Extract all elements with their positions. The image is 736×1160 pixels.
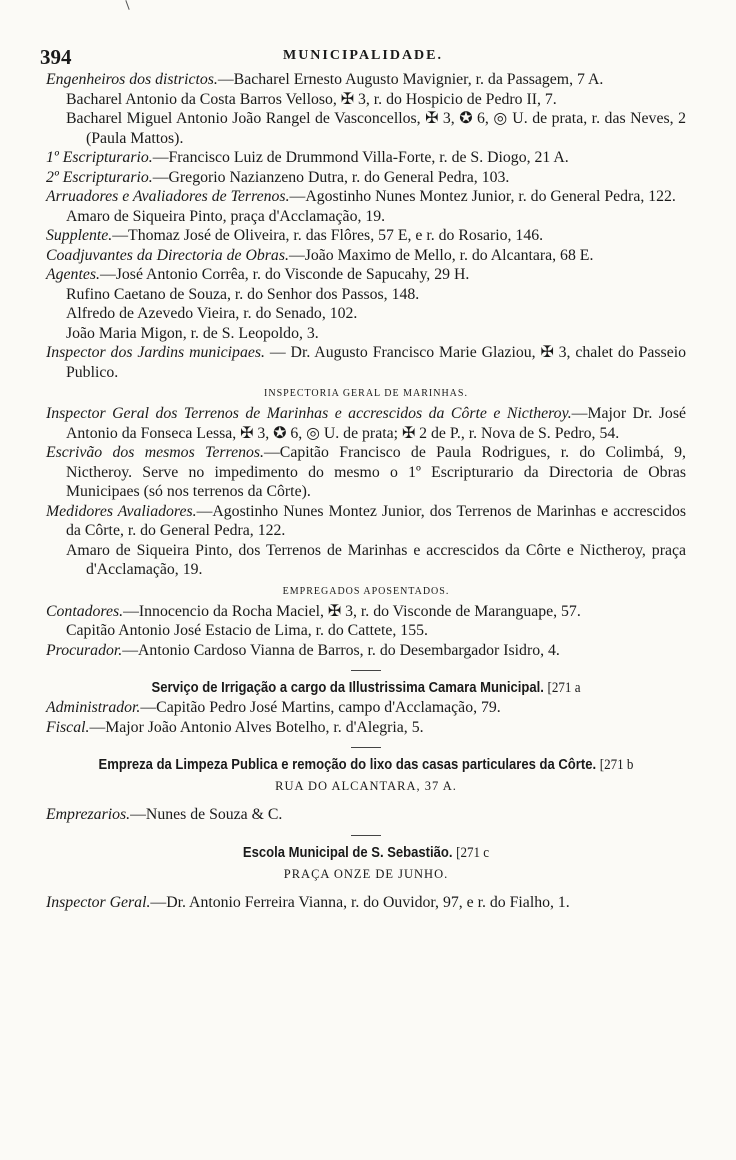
entry: 1º Escripturario.—Francisco Luiz de Drummond Villa-Forte, r. de S. Diogo, 21 A. [46, 149, 569, 166]
page-content [46, 70, 686, 912]
ref-mark: [271 a [547, 680, 581, 696]
entry: Engenheiros dos districtos.—Bacharel Ernesto Augusto Mavignier, r. da Passagem, 7 A. [46, 71, 604, 88]
stray-mark [125, 0, 129, 10]
entry: Coadjuvantes da Directoria de Obras.—João Maximo de Mello, r. do Alcantara, 68 E. [46, 246, 594, 264]
address-line: RUA DO ALCANTARA, 37 A. [275, 779, 457, 793]
entry: Procurador.—Antonio Cardoso Vianna de Barros, r. do Desembargador Isidro, 4. [46, 641, 560, 659]
address-line: PRAÇA ONZE DE JUNHO. [283, 866, 449, 881]
section-title: Serviço de Irrigação a cargo da Illustrissima Camara Municipal. [271 a [151, 680, 581, 696]
entry: Capitão Antonio José Estacio de Lima, r. do Cattete, 155. [66, 622, 428, 639]
entry: Bacharel Miguel Antonio João Rangel de Vasconcellos, ✠ 3, ✪ 6, ◎ U. de prata, r. das Neves, 2 (Paula Mattos). [66, 110, 686, 147]
entry: Bacharel Antonio da Costa Barros Velloso, ✠ 3, r. do Hospicio de Pedro II, 7. [66, 90, 557, 108]
entry: Fiscal.—Major João Antonio Alves Botelho, r. d'Alegria, 5. [46, 718, 424, 736]
entry: Amaro de Siqueira Pinto, dos Terrenos de Marinhas e accrescidos da Côrte e Nictheroy, praça d'Acclamação, 19. [66, 541, 686, 578]
entry: Inspector Geral.—Dr. Antonio Ferreira Vianna, r. do Ouvidor, 97, e r. do Fialho, 1. [46, 893, 570, 911]
divider [351, 747, 381, 748]
entry: Administrador.—Capitão Pedro José Martins, campo d'Acclamação, 79. [46, 699, 501, 716]
section-title: Empreza da Limpeza Publica e remoção do lixo das casas particulares da Côrte. [271 b [98, 757, 634, 773]
entry: Alfredo de Azevedo Vieira, r. do Senado, 102. [66, 305, 358, 322]
entry: João Maria Migon, r. de S. Leopoldo, 3. [66, 324, 319, 342]
divider [351, 835, 381, 836]
entry: Escrivão dos mesmos Terrenos.—Capitão Francisco de Paula Rodrigues, r. do Colimbá, 9, Nictheroy. Serve no impedimento do mesmo o 1º Escripturario da Directoria de Obras Municipaes (só nos terrenos da Côrte). [46, 444, 686, 500]
section-heading: EMPREGADOS APOSENTADOS. [282, 585, 450, 597]
ref-mark: [271 c [456, 844, 490, 861]
entry: Amaro de Siqueira Pinto, praça d'Acclamação, 19. [66, 207, 386, 225]
divider [351, 670, 381, 671]
entry: Rufino Caetano de Souza, r. do Senhor dos Passos, 148. [66, 285, 420, 303]
entry: Inspector Geral dos Terrenos de Marinhas e accrescidos da Côrte e Nictheroy.—Major Dr. José Antonio da Fonseca Lessa, ✠ 3, ✪ 6, ◎ U. de prata; ✠ 2 de P., r. Nova de S. Pedro, 54. [46, 405, 686, 442]
entry: Medidores Avaliadores.—Agostinho Nunes Montez Junior, dos Terrenos de Marinhas e accrescidos da Côrte, r. do General Pedra, 122. [46, 502, 687, 539]
entry: Contadores.—Innocencio da Rocha Maciel, ✠ 3, r. do Visconde de Maranguape, 57. [46, 602, 581, 620]
entry: Arruadores e Avaliadores de Terrenos.—Agostinho Nunes Montez Junior, r. do General Pedra, 122. [46, 188, 676, 205]
page-number: 394 [40, 45, 72, 69]
entry: Inspector dos Jardins municipaes. — Dr. Augusto Francisco Marie Glaziou, ✠ 3, chalet do Passeio Publico. [46, 344, 686, 381]
running-title: MUNICIPALIDADE. [282, 48, 444, 63]
section-heading: INSPECTORIA GERAL DE MARINHAS. [264, 388, 468, 399]
ref-mark: [271 b [599, 757, 634, 773]
entry: Emprezarios.—Nunes de Souza & C. [46, 806, 283, 823]
entry: 2º Escripturario.—Gregorio Nazianzeno Dutra, r. do General Pedra, 103. [46, 168, 510, 186]
entry: Agentes.—José Antonio Corrêa, r. do Visconde de Sapucahy, 29 H. [46, 266, 470, 283]
entry: Supplente.—Thomaz José de Oliveira, r. das Flôres, 57 E, e r. do Rosario, 146. [46, 227, 544, 244]
section-title: Escola Municipal de S. Sebastião. [271 c [242, 844, 490, 861]
page-header [40, 45, 686, 67]
